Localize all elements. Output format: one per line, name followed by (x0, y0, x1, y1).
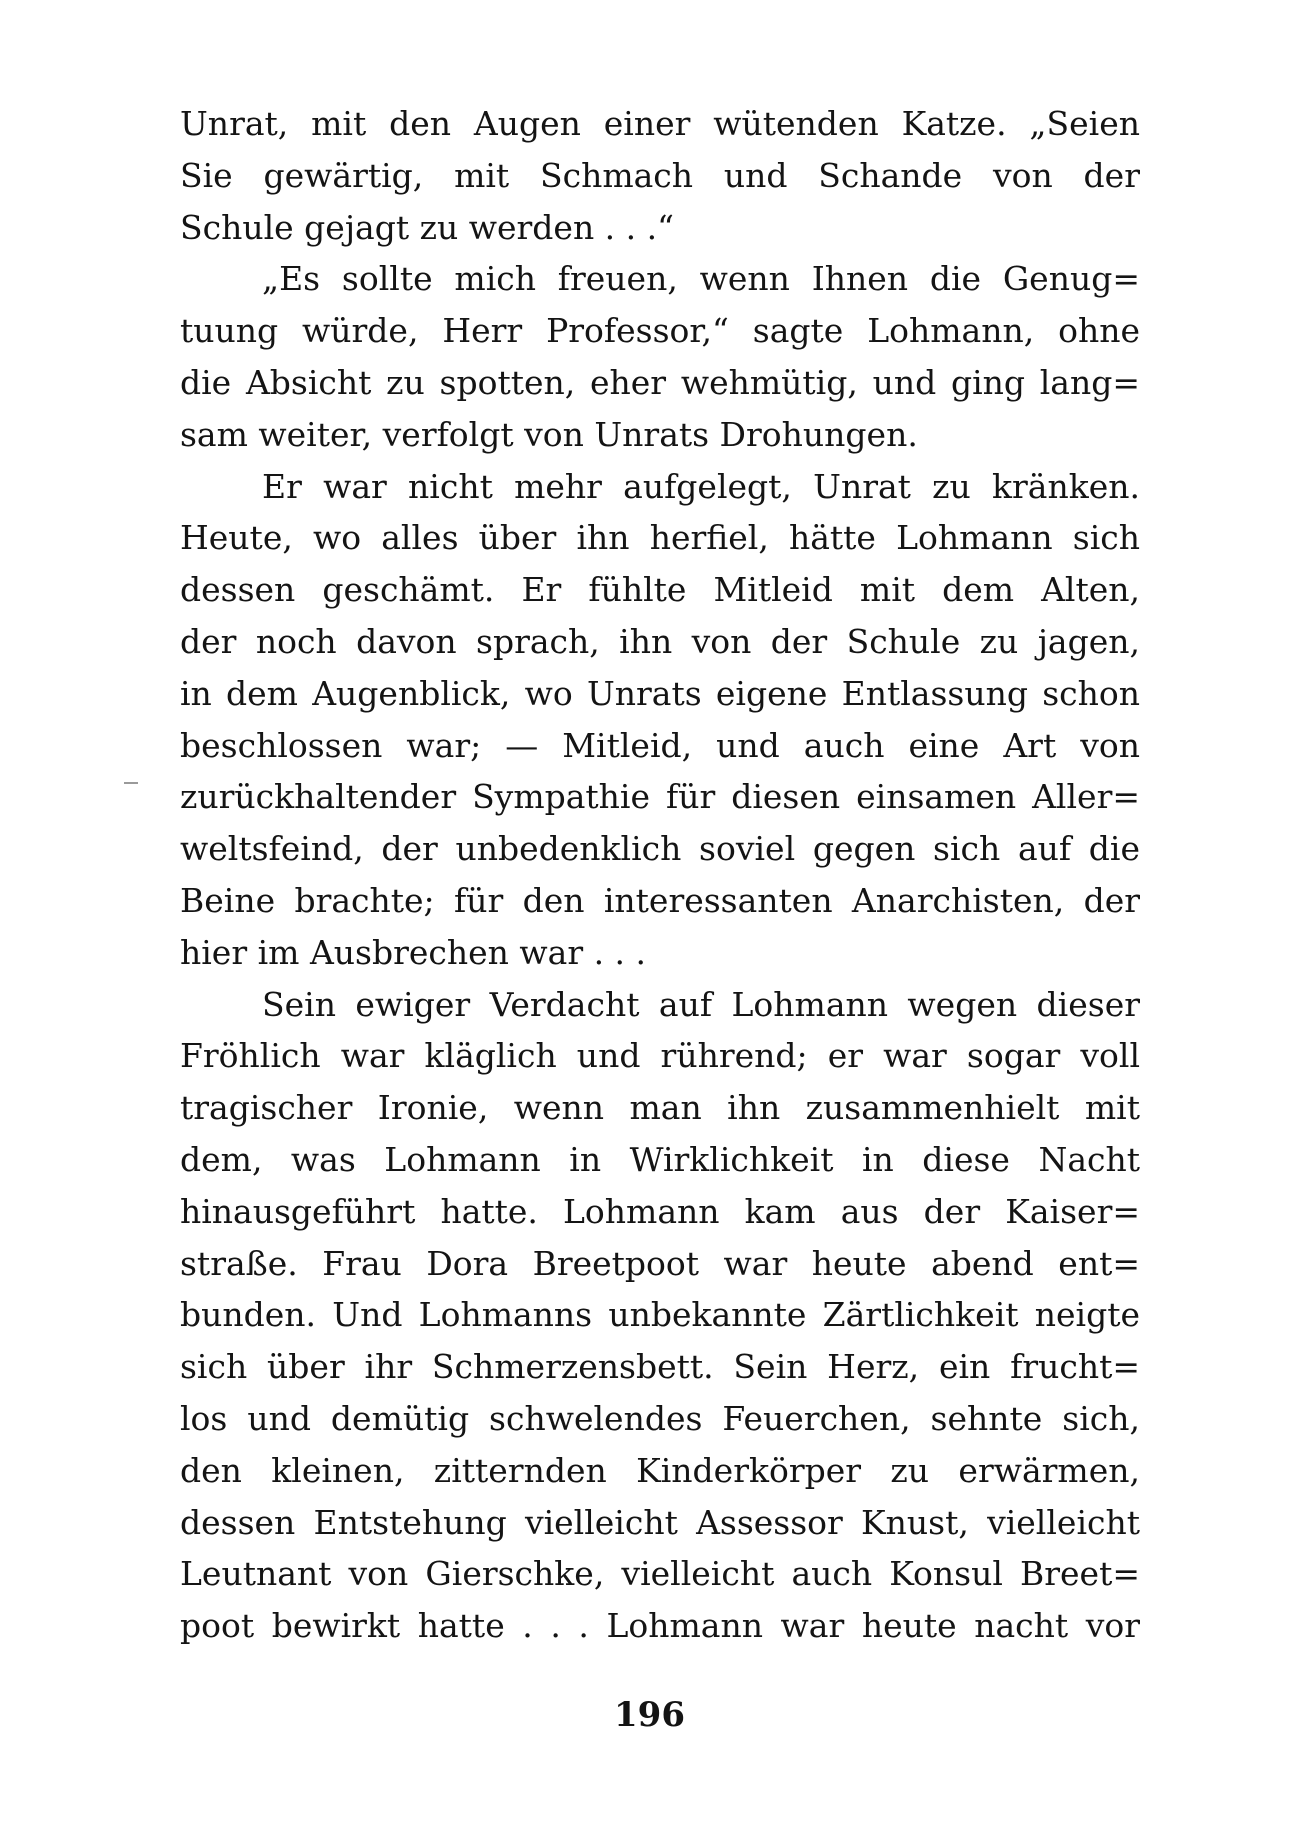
text-line: beschlossen war; — Mitleid, und auch eine Art von (180, 725, 1140, 765)
text-line: Schule gejagt zu werden . . .“ (180, 207, 675, 247)
page-number: 196 (614, 1695, 685, 1735)
text-line: hinausgeführt hatte. Lohmann kam aus der Kaiser= (180, 1191, 1140, 1231)
text-line: den kleinen, zitternden Kinderkörper zu erwärmen, (180, 1450, 1140, 1490)
text-line: weltsfeind, der unbedenklich soviel gegen sich auf die (180, 829, 1140, 869)
paragraph-start-line: Er war nicht mehr aufgelegt, Unrat zu kränken. (262, 466, 1140, 506)
margin-mark (124, 782, 138, 784)
text-line: Sie gewärtig, mit Schmach und Schande von der (180, 155, 1140, 195)
text-line: Beine brachte; für den interessanten Anarchisten, der (180, 880, 1140, 920)
text-line: poot bewirkt hatte . . . Lohmann war heute nacht vor (180, 1606, 1140, 1646)
text-line: bunden. Und Lohmanns unbekannte Zärtlichkeit neigte (180, 1295, 1140, 1335)
text-line: die Absicht zu spotten, eher wehmütig, und ging lang= (180, 362, 1140, 402)
text-line: Unrat, mit den Augen einer wütenden Katze. „Seien (180, 104, 1140, 143)
text-line: Fröhlich war kläglich und rührend; er war sogar voll (180, 1036, 1140, 1076)
text-line: zurückhaltender Sympathie für diesen einsamen Aller= (180, 777, 1140, 817)
text-line: hier im Ausbrechen war . . . (180, 932, 647, 972)
text-line: der noch davon sprach, ihn von der Schule zu jagen, (180, 621, 1140, 661)
text-line: los und demütig schwelendes Feuerchen, sehnte sich, (180, 1398, 1140, 1438)
text-line: tuung würde, Herr Professor,“ sagte Lohmann, ohne (180, 311, 1140, 351)
text-line: dem, was Lohmann in Wirklichkeit in diese Nacht (180, 1139, 1140, 1179)
paragraph-start-line: Sein ewiger Verdacht auf Lohmann wegen dieser (262, 984, 1140, 1024)
text-line: in dem Augenblick, wo Unrats eigene Entlassung schon (180, 673, 1140, 713)
text-line: Leutnant von Gierschke, vielleicht auch Konsul Breet= (180, 1554, 1140, 1594)
text-line: tragischer Ironie, wenn man ihn zusammenhielt mit (180, 1088, 1140, 1128)
text-line: Heute, wo alles über ihn herfiel, hätte Lohmann sich (180, 518, 1140, 558)
text-line: dessen geschämt. Er fühlte Mitleid mit dem Alten, (180, 570, 1140, 610)
text-line: sam weiter, verfolgt von Unrats Drohungen. (180, 414, 918, 454)
body-text (180, 98, 1140, 1652)
paragraph-start-line: „Es sollte mich freuen, wenn Ihnen die Genug= (262, 259, 1140, 299)
text-line: dessen Entstehung vielleicht Assessor Knust, vielleicht (180, 1502, 1140, 1542)
text-line: straße. Frau Dora Breetpoot war heute abend ent= (180, 1243, 1140, 1283)
text-line: sich über ihr Schmerzensbett. Sein Herz, ein frucht= (180, 1347, 1140, 1387)
